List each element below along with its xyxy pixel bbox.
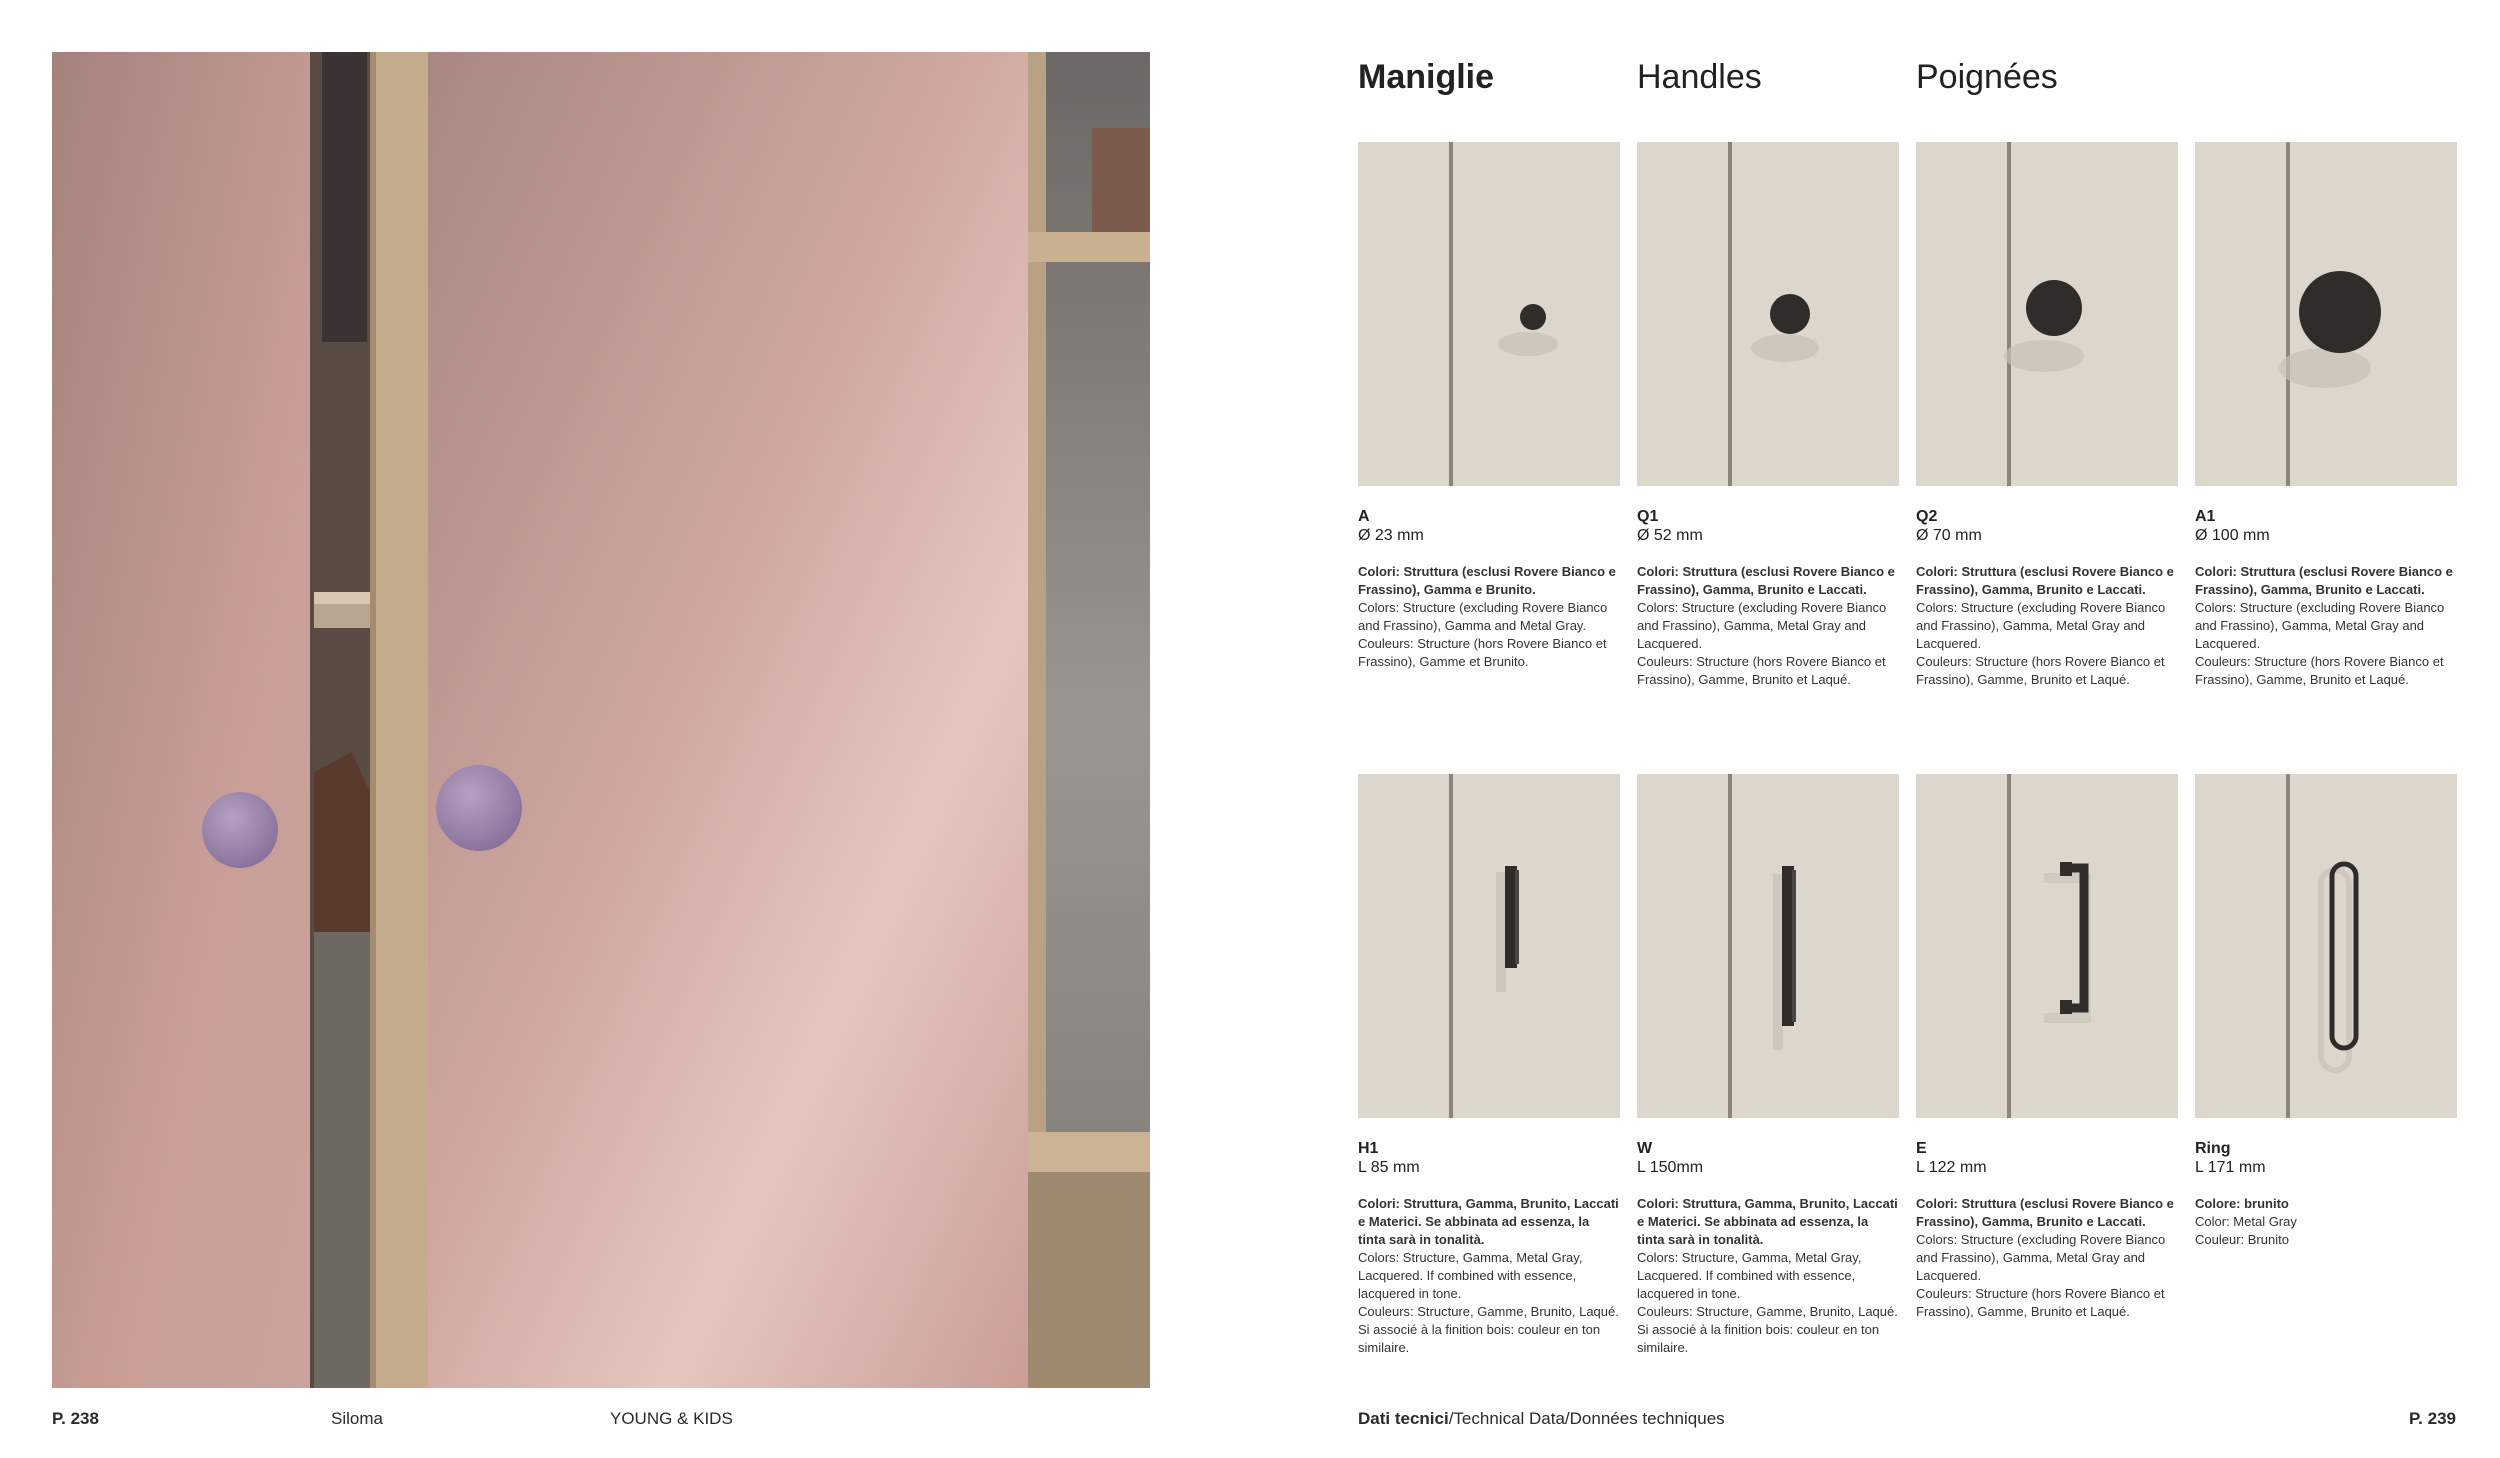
description-french: Couleurs: Structure (hors Rovere Bianco et Frassino), Gamme et Brunito. bbox=[1358, 636, 1607, 669]
handle-code: H1 bbox=[1358, 1140, 1379, 1157]
description-italian: Colori: Struttura, Gamma, Brunito, Laccati e Materici. Se abbinata ad essenza, la tinta sarà in tonalità. bbox=[1358, 1196, 1619, 1247]
heading-english: Handles bbox=[1637, 58, 1762, 96]
handle-card-q1 bbox=[1637, 142, 1899, 689]
handle-description bbox=[1358, 563, 1620, 671]
knob-medium-icon bbox=[1637, 142, 1899, 486]
ring-handle-icon bbox=[2195, 774, 2457, 1118]
handle-dimension: Ø 70 mm bbox=[1916, 527, 1982, 544]
handle-code: W bbox=[1637, 1140, 1653, 1157]
handle-swatch bbox=[1358, 142, 1620, 486]
description-english: Colors: Structure (excluding Rovere Bianco and Frassino), Gamma and Metal Gray. bbox=[1358, 600, 1608, 633]
heading-french: Poignées bbox=[1916, 58, 2058, 96]
product-name: Siloma bbox=[331, 1409, 383, 1428]
section-title bbox=[1358, 1408, 1725, 1430]
handle-swatch bbox=[2195, 774, 2457, 1118]
description-french: Couleurs: Structure (hors Rovere Bianco et Frassino), Gamme, Brunito et Laqué. bbox=[1916, 1286, 2165, 1319]
description-italian: Colori: Struttura, Gamma, Brunito, Laccati e Materici. Se abbinata ad essenza, la tinta sarà in tonalità. bbox=[1637, 1196, 1898, 1247]
description-french: Couleur: Brunito bbox=[2195, 1232, 2289, 1247]
heading-italian: Maniglie bbox=[1358, 58, 1495, 96]
handle-card-w bbox=[1637, 774, 1899, 1357]
description-french: Couleurs: Structure (hors Rovere Bianco et Frassino), Gamme, Brunito et Laqué. bbox=[1916, 654, 2165, 687]
handle-swatch bbox=[2195, 142, 2457, 486]
handle-dimension: L 122 mm bbox=[1916, 1159, 1987, 1176]
bar-handle-short-icon bbox=[1358, 774, 1620, 1118]
knob-large-icon bbox=[1916, 142, 2178, 486]
description-french: Couleurs: Structure (hors Rovere Bianco et Frassino), Gamme, Brunito et Laqué. bbox=[1637, 654, 1886, 687]
handle-description bbox=[1358, 1195, 1620, 1357]
description-italian: Colori: Struttura (esclusi Rovere Bianco e Frassino), Gamma, Brunito e Laccati. bbox=[2195, 564, 2453, 597]
description-english: Colors: Structure (excluding Rovere Bianco and Frassino), Gamma, Metal Gray and Lacquered. bbox=[1916, 1232, 2166, 1283]
page-number-right: P. 239 bbox=[2409, 1409, 2456, 1428]
handle-card-ring bbox=[2195, 774, 2457, 1249]
handle-code: A bbox=[1358, 508, 1370, 525]
handle-description bbox=[1916, 1195, 2178, 1321]
handle-code: A1 bbox=[2195, 508, 2216, 525]
description-french: Couleurs: Structure, Gamme, Brunito, Laqué. Si associé à la finition bois: couleur en ton similaire. bbox=[1358, 1304, 1619, 1355]
description-french: Couleurs: Structure, Gamme, Brunito, Laqué. Si associé à la finition bois: couleur en ton similaire. bbox=[1637, 1304, 1898, 1355]
handle-code: E bbox=[1916, 1140, 1927, 1157]
description-english: Colors: Structure, Gamma, Metal Gray, Lacquered. If combined with essence, lacquered in tone. bbox=[1637, 1250, 1862, 1301]
description-italian: Colore: brunito bbox=[2195, 1196, 2289, 1211]
handle-card-a1 bbox=[2195, 142, 2457, 689]
handle-dimension: L 150mm bbox=[1637, 1159, 1704, 1176]
page-number-left: P. 238 bbox=[52, 1409, 99, 1428]
description-italian: Colori: Struttura (esclusi Rovere Bianco e Frassino), Gamma, Brunito e Laccati. bbox=[1916, 564, 2174, 597]
description-english: Colors: Structure (excluding Rovere Bianco and Frassino), Gamma, Metal Gray and Lacquered. bbox=[2195, 600, 2445, 651]
handle-code: Q2 bbox=[1916, 508, 1938, 525]
handle-description bbox=[1916, 563, 2178, 689]
description-french: Couleurs: Structure (hors Rovere Bianco et Frassino), Gamme, Brunito et Laqué. bbox=[2195, 654, 2444, 687]
handle-dimension: Ø 100 mm bbox=[2195, 527, 2270, 544]
description-english: Colors: Structure, Gamma, Metal Gray, Lacquered. If combined with essence, lacquered in tone. bbox=[1358, 1250, 1583, 1301]
handle-card-e bbox=[1916, 774, 2178, 1321]
wardrobe-photo bbox=[52, 52, 1150, 1388]
description-italian: Colori: Struttura (esclusi Rovere Bianco e Frassino), Gamma e Brunito. bbox=[1358, 564, 1616, 597]
section-title-translations: /Technical Data/Données techniques bbox=[1448, 1409, 1725, 1428]
handle-description bbox=[1637, 563, 1899, 689]
handle-swatch bbox=[1358, 774, 1620, 1118]
description-italian: Colori: Struttura (esclusi Rovere Bianco e Frassino), Gamma, Brunito e Laccati. bbox=[1637, 564, 1895, 597]
description-english: Color: Metal Gray bbox=[2195, 1214, 2297, 1229]
handle-card-a bbox=[1358, 142, 1620, 671]
description-english: Colors: Structure (excluding Rovere Bianco and Frassino), Gamma, Metal Gray and Lacquered. bbox=[1916, 600, 2166, 651]
handle-dimension: Ø 52 mm bbox=[1637, 527, 1703, 544]
handle-dimension: Ø 23 mm bbox=[1358, 527, 1424, 544]
handle-description bbox=[1637, 1195, 1899, 1357]
handle-swatch bbox=[1637, 774, 1899, 1118]
handle-swatch bbox=[1637, 142, 1899, 486]
description-english: Colors: Structure (excluding Rovere Bianco and Frassino), Gamma, Metal Gray and Lacquered. bbox=[1637, 600, 1887, 651]
bar-handle-long-icon bbox=[1637, 774, 1899, 1118]
handle-code: Q1 bbox=[1637, 508, 1659, 525]
handle-card-h1 bbox=[1358, 774, 1620, 1357]
handle-dimension: L 85 mm bbox=[1358, 1159, 1420, 1176]
handle-description bbox=[2195, 563, 2457, 689]
handle-swatch bbox=[1916, 774, 2178, 1118]
handle-code: Ring bbox=[2195, 1140, 2231, 1157]
handle-card-q2 bbox=[1916, 142, 2178, 689]
collection-name: YOUNG & KIDS bbox=[610, 1409, 733, 1428]
handle-description bbox=[2195, 1195, 2457, 1249]
handle-swatch bbox=[1916, 142, 2178, 486]
description-italian: Colori: Struttura (esclusi Rovere Bianco e Frassino), Gamma, Brunito e Laccati. bbox=[1916, 1196, 2174, 1229]
knob-small-icon bbox=[1358, 142, 1620, 486]
section-title-italian: Dati tecnici bbox=[1358, 1409, 1449, 1428]
bracket-handle-icon bbox=[1916, 774, 2178, 1118]
knob-xlarge-icon bbox=[2195, 142, 2457, 486]
handle-dimension: L 171 mm bbox=[2195, 1159, 2266, 1176]
